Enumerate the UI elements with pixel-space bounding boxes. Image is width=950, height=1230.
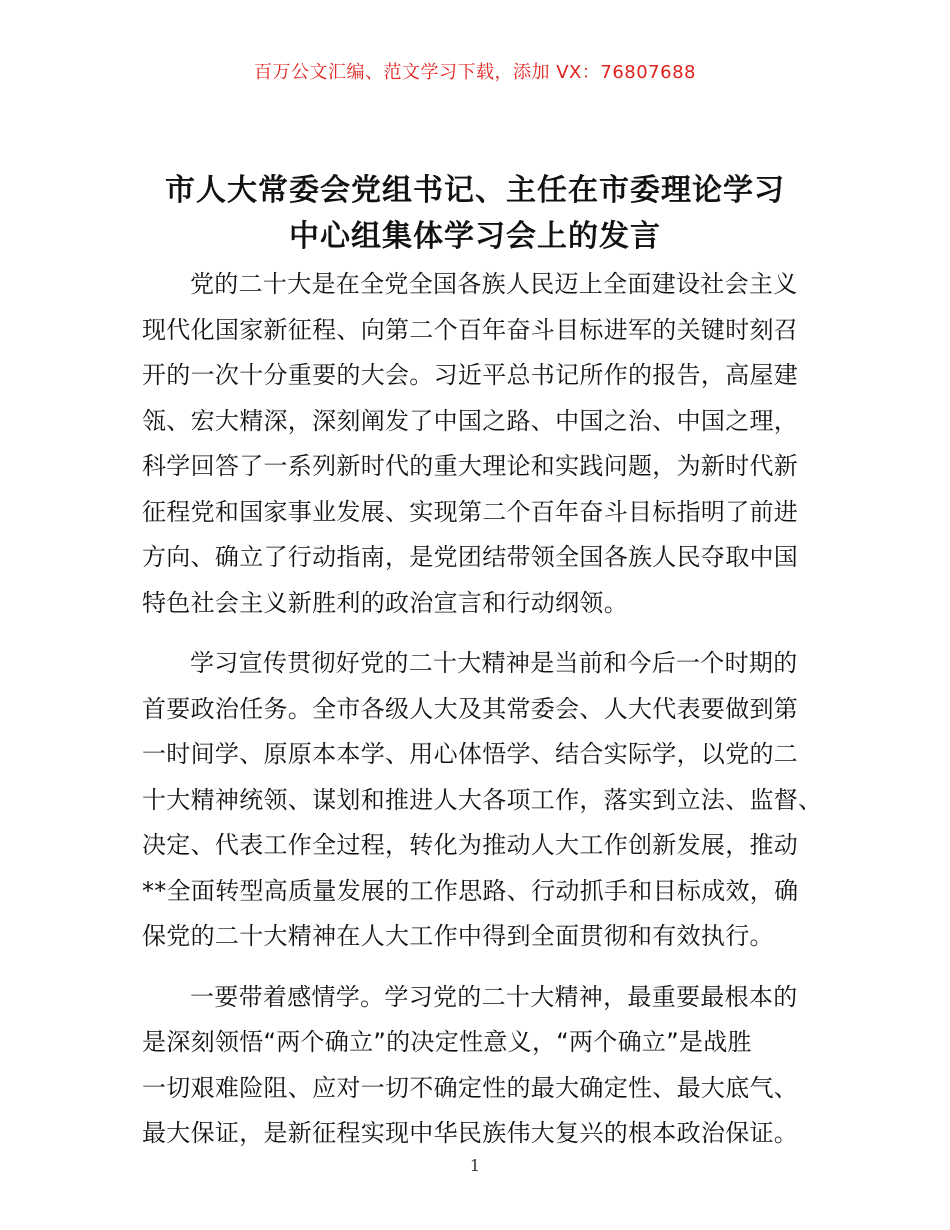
text-line: 十大精神统领、谋划和推进人大各项工作，落实到立法、监督、 — [142, 785, 823, 814]
title-line-1: 市人大常委会党组书记、主任在市委理论学习 — [165, 173, 785, 208]
text-line: 学习宣传贯彻好党的二十大精神是当前和今后一个时期的 — [190, 649, 798, 677]
title-line-2: 中心组集体学习会上的发言 — [289, 219, 661, 254]
text-line: 瓴、宏大精深，深刻阐发了中国之路、中国之治、中国之理， — [142, 406, 799, 435]
text-line: 特色社会主义新胜利的政治宣言和行动纲领。 — [142, 588, 628, 617]
text-line: 决定、代表工作全过程，转化为推动人大工作创新发展，推动 — [142, 831, 799, 859]
text-line: 一切艰难险阻、应对一切不确定性的最大确定性、最大底气、 — [142, 1073, 799, 1102]
paragraph-3 — [142, 975, 814, 1157]
header-note: 百万公文汇编、范文学习下载，添加 VX：76807688 — [254, 62, 696, 83]
text-line: 党的二十大是在全党全国各族人民迈上全面建设社会主义 — [190, 270, 798, 298]
paragraph-1 — [142, 262, 814, 626]
page-number: 1 — [469, 1156, 481, 1175]
text-line: 征程党和国家事业发展、实现第二个百年奋斗目标指明了前进 — [142, 497, 799, 526]
text-line: 一要带着感情学。学习党的二十大精神，最重要最根本的 — [190, 982, 798, 1011]
text-line: 方向、确立了行动指南，是党团结带领全国各族人民夺取中国 — [142, 543, 799, 571]
text-line: 一时间学、原原本本学、用心体悟学、结合实际学，以党的二 — [142, 740, 799, 768]
text-line: 保党的二十大精神在人大工作中得到全面贯彻和有效执行。 — [142, 922, 774, 950]
text-line: **全面转型高质量发展的工作思路、行动抓手和目标成效，确 — [142, 876, 799, 905]
document-title — [120, 168, 830, 260]
text-line: 开的一次十分重要的大会。习近平总书记所作的报告，高屋建 — [142, 361, 799, 389]
text-line: 现代化国家新征程、向第二个百年奋斗目标进军的关键时刻召 — [142, 315, 799, 344]
paragraph-2 — [142, 641, 823, 960]
text-line: 首要政治任务。全市各级人大及其常委会、人大代表要做到第 — [142, 694, 799, 723]
text-line: 最大保证，是新征程实现中华民族伟大复兴的根本政治保证。 — [142, 1119, 799, 1147]
text-line: 科学回答了一系列新时代的重大理论和实践问题，为新时代新 — [142, 452, 799, 480]
text-line: 是深刻领悟“两个确立”的决定性意义，“两个确立”是战胜 — [142, 1028, 752, 1056]
body-text — [142, 262, 823, 1172]
